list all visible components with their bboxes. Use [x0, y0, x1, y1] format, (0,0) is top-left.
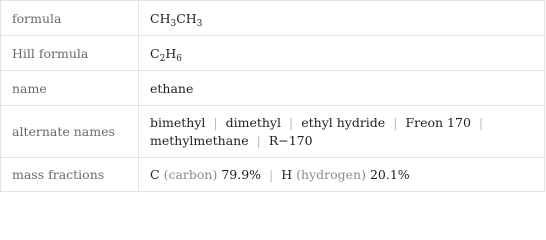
separator: |: [269, 167, 274, 182]
alternate-name: methylmethane: [150, 132, 249, 148]
alternate-name: dimethyl: [225, 114, 281, 130]
hill-formula-value: [139, 36, 545, 71]
mass-percent: 20.1%: [369, 167, 410, 182]
table-row-formula: [1, 1, 545, 36]
element-symbol: C: [150, 167, 160, 182]
row-label-formula: formula: [1, 1, 139, 36]
hill-part: H: [165, 45, 177, 61]
element-name: (hydrogen): [296, 167, 366, 182]
mass-fractions-value: [139, 158, 545, 192]
separator: |: [393, 114, 398, 130]
element-symbol: H: [281, 167, 293, 182]
table-row-mass-fractions: [1, 158, 545, 192]
row-label-alternate-names: alternate names: [1, 106, 139, 158]
formula-part: CH: [150, 10, 171, 26]
alternate-name: ethyl hydride: [301, 114, 386, 130]
separator: |: [256, 132, 261, 148]
alternate-names-line-1: [150, 114, 544, 132]
hill-subscript: 6: [176, 53, 182, 64]
row-label-name: name: [1, 71, 139, 106]
alternate-name: Freon 170: [405, 114, 471, 130]
row-label-hill-formula: Hill formula: [1, 36, 139, 71]
formula-subscript: 3: [196, 18, 203, 29]
hill-subscript: 2: [159, 53, 166, 64]
alternate-name: R−170: [268, 132, 313, 148]
name-value: ethane: [139, 71, 545, 106]
element-name: (carbon): [163, 167, 218, 182]
alternate-name: bimethyl: [150, 114, 206, 130]
alternate-names-value: [139, 106, 545, 158]
row-label-mass-fractions: mass fractions: [1, 158, 139, 192]
formula-subscript: 3: [170, 18, 177, 29]
hill-part: C: [150, 45, 160, 61]
alternate-names-line-2: [150, 132, 544, 150]
table-row-alternate-names: [1, 106, 545, 158]
separator: |: [478, 114, 484, 130]
mass-percent: 79.9%: [221, 167, 262, 182]
separator: |: [213, 114, 218, 130]
table-row-hill-formula: [1, 36, 545, 71]
separator: |: [289, 114, 294, 130]
formula-value: [139, 1, 545, 36]
table-row-name: [1, 71, 545, 106]
formula-part: CH: [176, 10, 197, 26]
